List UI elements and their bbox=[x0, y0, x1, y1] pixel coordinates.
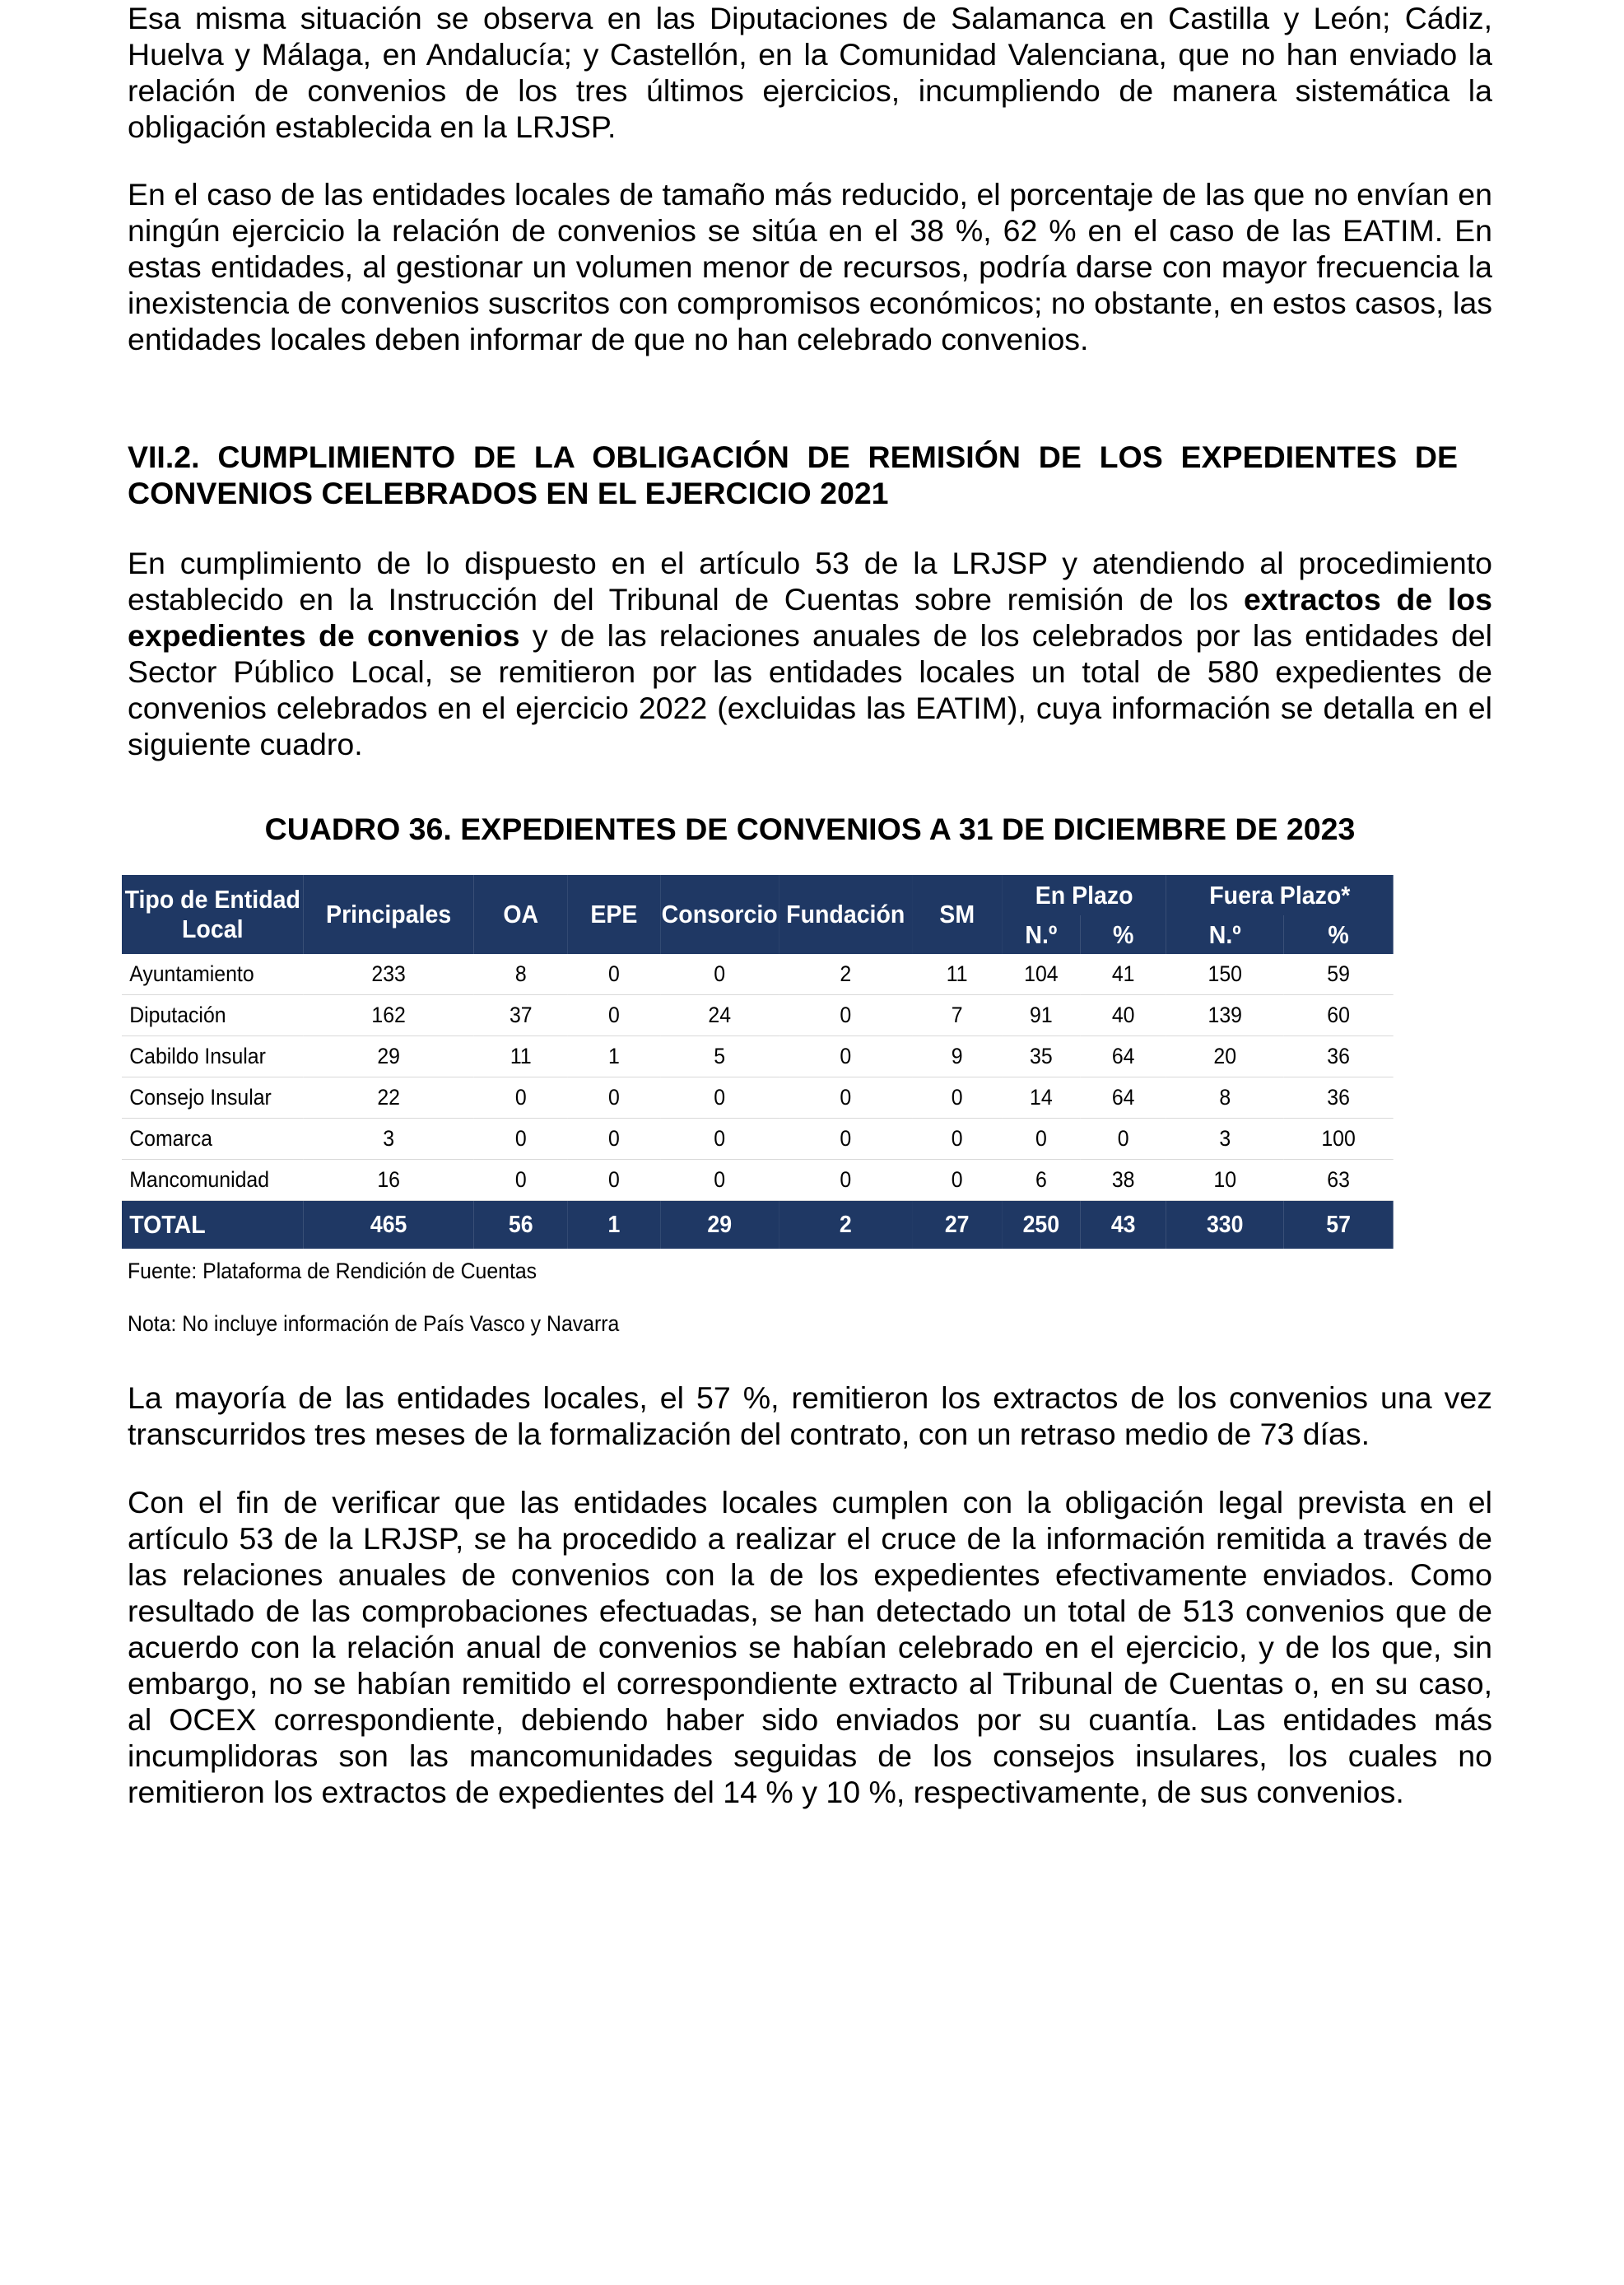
table-cell: 36 bbox=[1284, 1077, 1394, 1119]
table-body bbox=[122, 954, 1394, 1201]
table-cell: 0 bbox=[912, 1077, 1002, 1119]
paragraph-entidades-reducidas: En el caso de las entidades locales de tamaño más reducido, el porcentaje de las que no envían en ningún ejercicio la relación de convenios se sitúa en el 38 %, 62 % en el caso de las EATIM. En estas entidades, al gestionar un volumen menor de recursos, podría darse con mayor frecuencia la inexistencia de convenios suscritos con compromisos económicos; no obstante, en estos casos, las entidades locales deben informar de que no han celebrado convenios. bbox=[128, 177, 1492, 356]
table-row bbox=[122, 1119, 1394, 1160]
total-cell: 1 bbox=[568, 1201, 660, 1250]
paragraph-cumplimiento-part-b: y de las relaciones anuales de los celebrados por las entidades del Sector Público Local, se remitieron por las entidades locales un total de 580 expedientes de convenios celebrados en el ejercicio 2022 (excluidas las EATIM), cuya información se detalla en el siguiente cuadro. bbox=[128, 618, 1492, 761]
total-cell: 43 bbox=[1080, 1201, 1166, 1250]
header-fuera-plazo-numero: N.º bbox=[1166, 915, 1284, 954]
table-row bbox=[122, 995, 1394, 1036]
table-cell: 40 bbox=[1080, 995, 1166, 1036]
table-note: Nota: No incluye información de País Vasco y Navarra bbox=[128, 1311, 620, 1336]
table-cell: 0 bbox=[912, 1119, 1002, 1160]
total-cell: 57 bbox=[1284, 1201, 1394, 1250]
table-cell: 9 bbox=[912, 1036, 1002, 1077]
table-cell: 5 bbox=[660, 1036, 779, 1077]
total-cell: 330 bbox=[1166, 1201, 1284, 1250]
table-cell: 36 bbox=[1284, 1036, 1394, 1077]
header-epe: EPE bbox=[568, 875, 660, 954]
table-cell: 0 bbox=[779, 1036, 912, 1077]
table-cell: 11 bbox=[912, 954, 1002, 995]
table-cell: 0 bbox=[779, 995, 912, 1036]
header-oa: OA bbox=[474, 875, 568, 954]
table-cell: 0 bbox=[779, 1119, 912, 1160]
table-cell: 0 bbox=[568, 995, 660, 1036]
total-cell: 56 bbox=[474, 1201, 568, 1250]
table-cell: 20 bbox=[1166, 1036, 1284, 1077]
table-cell: 35 bbox=[1002, 1036, 1080, 1077]
table-cell: 24 bbox=[660, 995, 779, 1036]
table-cell: 0 bbox=[660, 1077, 779, 1119]
total-cell: 250 bbox=[1002, 1201, 1080, 1250]
table-cell: 3 bbox=[1166, 1119, 1284, 1160]
table-cell: 91 bbox=[1002, 995, 1080, 1036]
table-cell: 60 bbox=[1284, 995, 1394, 1036]
table-row bbox=[122, 1036, 1394, 1077]
paragraph-cumplimiento bbox=[128, 545, 1492, 762]
table-cell: 0 bbox=[474, 1160, 568, 1201]
table-cell: 64 bbox=[1080, 1036, 1166, 1077]
table-cell: 0 bbox=[568, 1077, 660, 1119]
table-cell: 0 bbox=[474, 1119, 568, 1160]
row-label: Consejo Insular bbox=[122, 1077, 304, 1119]
row-label: Cabildo Insular bbox=[122, 1036, 304, 1077]
header-en-plazo-numero: N.º bbox=[1002, 915, 1080, 954]
header-en-plazo: En Plazo bbox=[1002, 875, 1166, 915]
table-cell: 233 bbox=[304, 954, 474, 995]
table-cell: 16 bbox=[304, 1160, 474, 1201]
row-label: Comarca bbox=[122, 1119, 304, 1160]
table-cell: 0 bbox=[660, 1119, 779, 1160]
table-cell: 104 bbox=[1002, 954, 1080, 995]
table-cell: 2 bbox=[779, 954, 912, 995]
table-cell: 63 bbox=[1284, 1160, 1394, 1201]
header-tipo-entidad: Tipo de Entidad Local bbox=[122, 875, 304, 954]
section-heading-vii-2: VII.2. CUMPLIMIENTO DE LA OBLIGACIÓN DE REMISIÓN DE LOS EXPEDIENTES DE CONVENIOS CELEBRADOS EN EL EJERCICIO 2021 bbox=[128, 440, 1458, 510]
table-cell: 8 bbox=[1166, 1077, 1284, 1119]
table-caption: CUADRO 36. EXPEDIENTES DE CONVENIOS A 31 DE DICIEMBRE DE 2023 bbox=[264, 812, 1356, 846]
table-cell: 0 bbox=[568, 954, 660, 995]
table-cell: 0 bbox=[779, 1160, 912, 1201]
table-cell: 37 bbox=[474, 995, 568, 1036]
paragraph-cumplimiento-part-a: En cumplimiento de lo dispuesto en el artículo 53 de la LRJSP y atendiendo al procedimiento establecido en la Instrucción del Tribunal de Cuentas sobre remisión de los bbox=[128, 546, 1492, 617]
table-cell: 29 bbox=[304, 1036, 474, 1077]
table-row bbox=[122, 954, 1394, 995]
expedientes-table bbox=[122, 875, 1394, 1249]
total-cell: 2 bbox=[779, 1201, 912, 1250]
table-cell: 38 bbox=[1080, 1160, 1166, 1201]
table-cell: 64 bbox=[1080, 1077, 1166, 1119]
table-cell: 0 bbox=[568, 1119, 660, 1160]
header-fundacion: Fundación bbox=[779, 875, 912, 954]
table-cell: 22 bbox=[304, 1077, 474, 1119]
paragraph-diputaciones: Esa misma situación se observa en las Diputaciones de Salamanca en Castilla y León; Cádiz, Huelva y Málaga, en Andalucía; y Castellón, en la Comunidad Valenciana, que no han enviado la relación de convenios de los tres últimos ejercicios, incumpliendo de manera sistemática la obligación establecida en la LRJSP. bbox=[128, 1, 1492, 144]
header-fuera-plazo: Fuera Plazo* bbox=[1166, 875, 1394, 915]
table-cell: 150 bbox=[1166, 954, 1284, 995]
paragraph-verificacion: Con el fin de verificar que las entidades locales cumplen con la obligación legal prevista en el artículo 53 de la LRJSP, se ha procedido a realizar el cruce de la información remitida a través de las relaciones anuales de convenios con la de los expedientes efectivamente enviados. Como resultado de las comprobaciones efectuadas, se han detectado un total de 513 convenios que de acuerdo con la relación anual de convenios se habían celebrado en el ejercicio, y de los que, sin embargo, no se habían remitido el correspondiente extracto al Tribunal de Cuentas o, en su caso, al OCEX correspondiente, debiendo haber sido enviados por su cuantía. Las entidades más incumplidoras son las mancomunidades seguidas de los consejos insulares, los cuales no remitieron los extractos de expedientes del 14 % y 10 %, respectivamente, de sus convenios. bbox=[128, 1485, 1492, 1809]
table-cell: 0 bbox=[660, 1160, 779, 1201]
table-cell: 6 bbox=[1002, 1160, 1080, 1201]
header-consorcio: Consorcio bbox=[660, 875, 779, 954]
paragraph-cumplimiento-bold: extractos de los expedientes de convenios bbox=[128, 582, 1492, 653]
table-cell: 10 bbox=[1166, 1160, 1284, 1201]
header-en-plazo-porcentaje: % bbox=[1080, 915, 1166, 954]
header-principales: Principales bbox=[304, 875, 474, 954]
table-cell: 59 bbox=[1284, 954, 1394, 995]
row-label: Diputación bbox=[122, 995, 304, 1036]
table-cell: 8 bbox=[474, 954, 568, 995]
table-cell: 7 bbox=[912, 995, 1002, 1036]
row-label: Ayuntamiento bbox=[122, 954, 304, 995]
table-total-row bbox=[122, 1201, 1394, 1250]
table-cell: 41 bbox=[1080, 954, 1166, 995]
row-label: Mancomunidad bbox=[122, 1160, 304, 1201]
table-cell: 100 bbox=[1284, 1119, 1394, 1160]
total-cell: 29 bbox=[660, 1201, 779, 1250]
table-cell: 0 bbox=[568, 1160, 660, 1201]
table-row bbox=[122, 1077, 1394, 1119]
table-source: Fuente: Plataforma de Rendición de Cuentas bbox=[128, 1259, 537, 1283]
table-cell: 11 bbox=[474, 1036, 568, 1077]
total-cell: 465 bbox=[304, 1201, 474, 1250]
table-cell: 0 bbox=[779, 1077, 912, 1119]
table-cell: 1 bbox=[568, 1036, 660, 1077]
table-row bbox=[122, 1160, 1394, 1201]
table-cell: 0 bbox=[660, 954, 779, 995]
table-cell: 0 bbox=[912, 1160, 1002, 1201]
header-sm: SM bbox=[912, 875, 1002, 954]
total-label: TOTAL bbox=[122, 1201, 304, 1250]
table-cell: 14 bbox=[1002, 1077, 1080, 1119]
header-fuera-plazo-porcentaje: % bbox=[1284, 915, 1394, 954]
table-cell: 162 bbox=[304, 995, 474, 1036]
total-cell: 27 bbox=[912, 1201, 1002, 1250]
table-cell: 139 bbox=[1166, 995, 1284, 1036]
table-cell: 3 bbox=[304, 1119, 474, 1160]
table-cell: 0 bbox=[1080, 1119, 1166, 1160]
table-cell: 0 bbox=[1002, 1119, 1080, 1160]
table-cell: 0 bbox=[474, 1077, 568, 1119]
paragraph-mayoria: La mayoría de las entidades locales, el 57 %, remitieron los extractos de los convenios una vez transcurridos tres meses de la formalización del contrato, con un retraso medio de 73 días. bbox=[128, 1380, 1492, 1451]
